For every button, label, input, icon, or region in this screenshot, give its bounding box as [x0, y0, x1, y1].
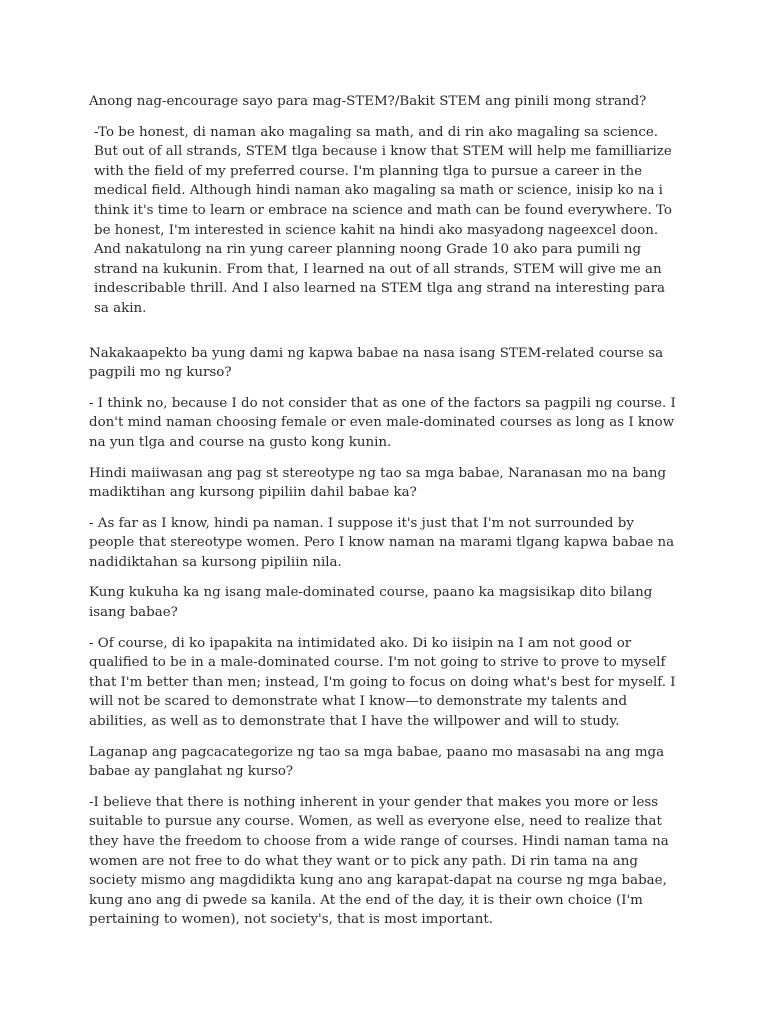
answer-paragraph: -To be honest, di naman ako magaling sa math, and di rin ako magaling sa science. But out of all strands, STEM tlga because i know that STEM will help me familliarize with the field of my preferred course. I'm planning tlga to pursue a career in the medical field. Although hindi naman ako magaling sa math or science, inisip ko na i think it's time to learn or embrace na science and math can be found everywhere. To be honest, I'm interested in science kahit na hindi ako masyadong nageexcel doon. And nakatulong na rin yung career planning noong Grade 10 ako para pumili ng strand na kukunin. From that, I learned na out of all strands, STEM will give me an indescribable thrill. And I also learned na STEM tlga ang strand na interesting para sa akin. — [94, 124, 672, 316]
answer-paragraph: - Of course, di ko ipapakita na intimidated ako. Di ko iisipin na I am not good or qualified to be in a male-dominated course. I'm not going to strive to prove to myself that I'm better than men; instead, I'm going to focus on doing what's best for myself. I will not be scared to demonstrate what I know—to demonstrate my talents and abilities, as well as to demonstrate that I have the willpower and will to study. — [89, 635, 676, 730]
question-paragraph: Kung kukuha ka ng isang male-dominated course, paano ka magsisikap dito bilang isang babae? — [89, 585, 653, 621]
question-paragraph: Laganap ang pagcacategorize ng tao sa mga babae, paano mo masasabi na ang mga babae ay panglahat ng kurso? — [89, 744, 665, 780]
answer-paragraph: - As far as I know, hindi pa naman. I suppose it's just that I'm not surrounded by people that stereotype women. Pero I know naman na marami tlgang kapwa babae na nadidiktahan sa kursong pipiliin nila. — [89, 515, 675, 570]
answer-paragraph: -I believe that there is nothing inherent in your gender that makes you more or less suitable to pursue any course. Women, as well as everyone else, need to realize that they have the freedom to choose from a wide range of courses. Hindi naman tama na women are not free to do what they want or to pick any path. Di rin tama na ang society mismo ang magdidikta kung ano ang karapat-dapat na course ng mga babae, kung ano ang di pwede sa kanila. At the end of the day, it is their own choice (I'm pertaining to women), not society's, that is most important. — [89, 794, 669, 928]
document-page — [89, 92, 681, 941]
question-paragraph: Nakakaapekto ba yung dami ng kapwa babae na nasa isang STEM-related course sa pagpili mo ng kurso? — [89, 345, 664, 381]
question-paragraph: Anong nag-encourage sayo para mag-STEM?/Bakit STEM ang pinili mong strand? — [89, 94, 647, 109]
question-paragraph: Hindi maiiwasan ang pag st stereotype ng tao sa mga babae, Naranasan mo na bang madiktihan ang kursong pipiliin dahil babae ka? — [89, 465, 667, 501]
answer-paragraph: - I think no, because I do not consider that as one of the factors sa pagpili ng course. I don't mind naman choosing female or even male-dominated courses as long as I know na yun tlga and course na gusto kong kunin. — [89, 395, 676, 450]
